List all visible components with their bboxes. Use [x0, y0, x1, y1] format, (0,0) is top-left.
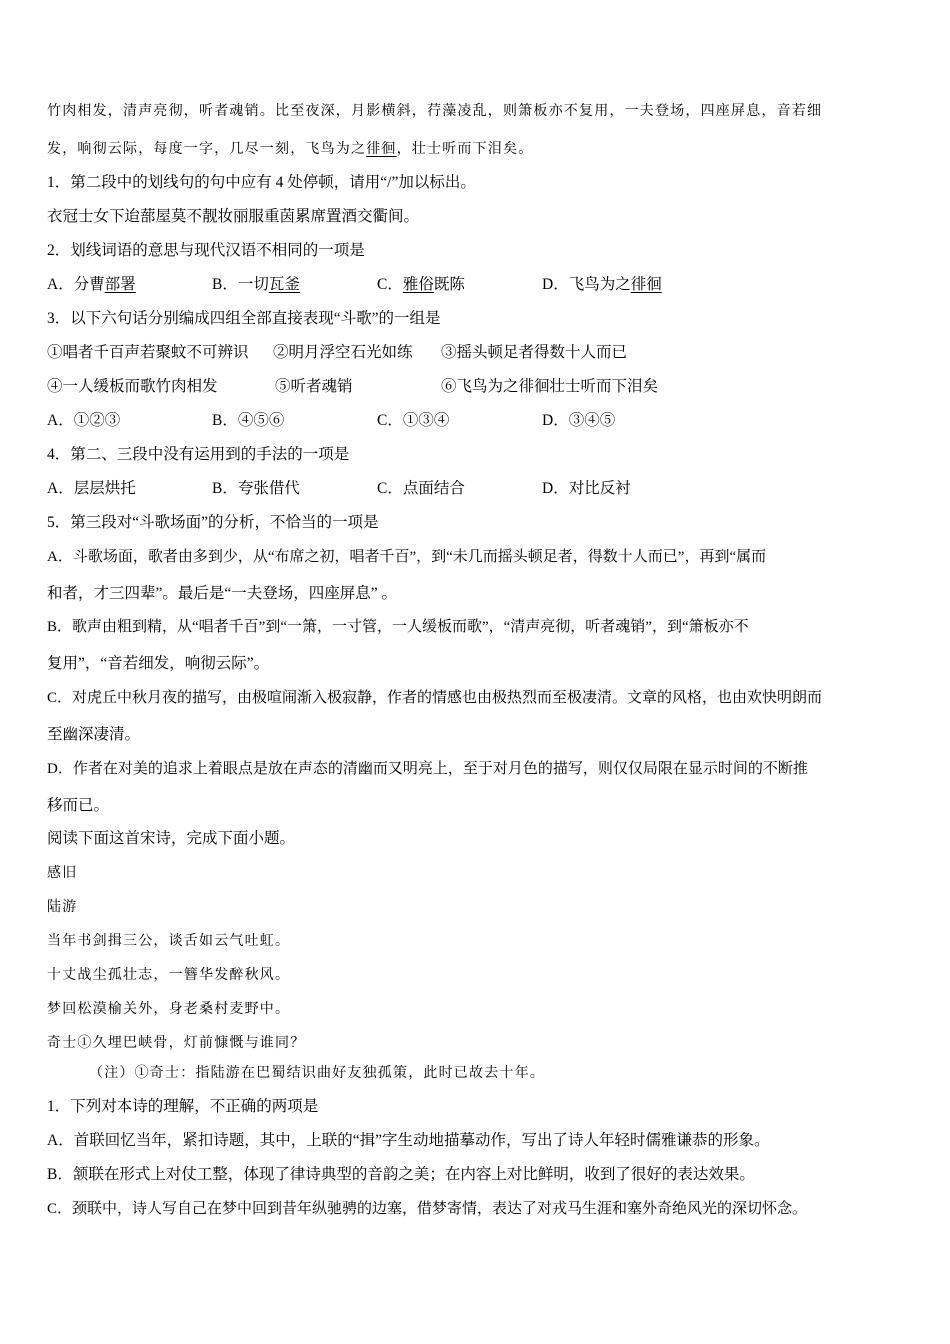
question-1-stem: 1．第二段中的划线句的句中应有 4 处停顿，请用“/”加以标出。: [47, 174, 476, 191]
q4-option-a: A．层层烘托: [47, 480, 136, 497]
underlined-word: 徘徊: [366, 141, 397, 157]
question-5-stem: 5．第三段对“斗歌场面”的分析，不恰当的一项是: [47, 514, 379, 531]
q3-sentence-1: ①唱者千百声若聚蚊不可辨识: [47, 344, 249, 361]
q4-option-c: C．点面结合: [377, 480, 465, 497]
poem-title: 感旧: [47, 865, 78, 881]
q5-option-b-line-2: 复用”，“音若细发，响彻云际”。: [47, 655, 270, 672]
poem-line-2: 十丈战尘孤壮志，一簪华发醉秋风。: [47, 967, 291, 983]
question-3-stem: 3．以下六句话分别编成四组全部直接表现“斗歌”的一组是: [47, 310, 441, 327]
poem-note: （注）①奇士：指陆游在巴蜀结识曲好友独孤策，此时已故去十年。: [89, 1065, 545, 1081]
q3-sentence-4: ④一人缓板而歌竹肉相发: [47, 378, 218, 395]
q5-option-d-line-2: 移而已。: [47, 797, 110, 814]
q3-sentence-5: ⑤听者魂销: [275, 378, 353, 395]
q5-option-b-line-1: B．歌声由粗到精，从“唱者千百”到“一箫，一寸管，一人缓板而歌”，“清声亮彻，听者魂销”，到“箫板亦不: [47, 619, 749, 635]
poem-line-3: 梦回松漠榆关外，身老桑村麦野中。: [47, 1001, 291, 1017]
q2-option-d: D．飞鸟为之徘徊: [542, 276, 662, 293]
poem-q1-option-b: B．颔联在形式上对仗工整，体现了律诗典型的音韵之美；在内容上对比鲜明，收到了很好的表达效果。: [47, 1166, 755, 1183]
poem-author: 陆游: [47, 899, 78, 915]
q5-option-d-line-1: D．作者在对美的追求上着眼点是放在声态的清幽而又明亮上，至于对月色的描写，则仅仅局限在显示时间的不断推: [47, 761, 808, 777]
q5-option-a-line-2: 和者，才三四辈”。最后是“一夫登场，四座屏息” 。: [47, 585, 398, 602]
passage-line-2: [47, 139, 533, 159]
poem-q1-option-c: C．颈联中，诗人写自己在梦中回到昔年纵驰骋的边塞，借梦寄情，表达了对戎马生涯和塞外奇绝风光的深切怀念。: [47, 1201, 808, 1217]
q3-sentence-2: ②明月浮空石光如练: [273, 344, 413, 361]
q5-option-c-line-1: C．对虎丘中秋月夜的描写，由极喧闹渐入极寂静，作者的情感也由极热烈而至极凄清。文章的风格，也由欢快明朗而: [47, 690, 823, 706]
q2-option-b: B．一切瓦釜: [212, 276, 300, 293]
question-1-text: 衣冠士女下迨蔀屋莫不靓妆丽服重茵累席置酒交衢间。: [47, 208, 420, 225]
q2-option-c: C．雅俗既陈: [377, 276, 465, 293]
poem-intro: 阅读下面这首宋诗，完成下面小题。: [47, 830, 296, 847]
passage-line-2-text: 发，响彻云际，每度一字，几尽一刻，飞鸟为之: [47, 141, 367, 157]
poem-q1-option-a: A．首联回忆当年，紧扣诗题，其中，上联的“揖”字生动地描摹动作，写出了诗人年轻时儒雅谦恭的形象。: [47, 1132, 770, 1149]
passage-line-1: 竹肉相发，清声亮彻，听者魂销。比至夜深，月影横斜，荇藻凌乱，则箫板亦不复用，一夫登场，四座屏息，音若细: [47, 103, 823, 119]
q5-option-c-line-2: 至幽深凄清。: [47, 726, 141, 743]
q3-option-b: B．④⑤⑥: [212, 412, 285, 429]
q3-option-c: C．①③④: [377, 412, 450, 429]
q3-option-a: A．①②③: [47, 412, 121, 429]
poem-line-1: 当年书剑揖三公，谈舌如云气吐虹。: [47, 933, 291, 949]
q4-option-d: D．对比反衬: [542, 480, 631, 497]
q4-option-b: B．夸张借代: [212, 480, 300, 497]
poem-line-4: 奇士①久埋巴峡骨，灯前慷慨与谁同？: [47, 1035, 306, 1051]
passage-line-2-end: ，壮士听而下泪矣。: [396, 141, 534, 157]
q3-option-d: D．③④⑤: [542, 412, 616, 429]
q2-option-a: A．分曹部署: [47, 276, 136, 293]
question-4-stem: 4．第二、三段中没有运用到的手法的一项是: [47, 446, 350, 463]
poem-question-1-stem: 1．下列对本诗的理解，不正确的两项是: [47, 1098, 319, 1115]
q5-option-a-line-1: A．斗歌场面，歌者由多到少，从“布席之初，唱者千百”，到“未几而摇头顿足者，得数十人而已”，再到“属而: [47, 549, 767, 565]
q3-sentence-3: ③摇头顿足者得数十人而已: [441, 344, 628, 361]
question-2-stem: 2．划线词语的意思与现代汉语不相同的一项是: [47, 242, 365, 259]
q3-sentence-6: ⑥飞鸟为之徘徊壮士听而下泪矣: [441, 378, 659, 395]
